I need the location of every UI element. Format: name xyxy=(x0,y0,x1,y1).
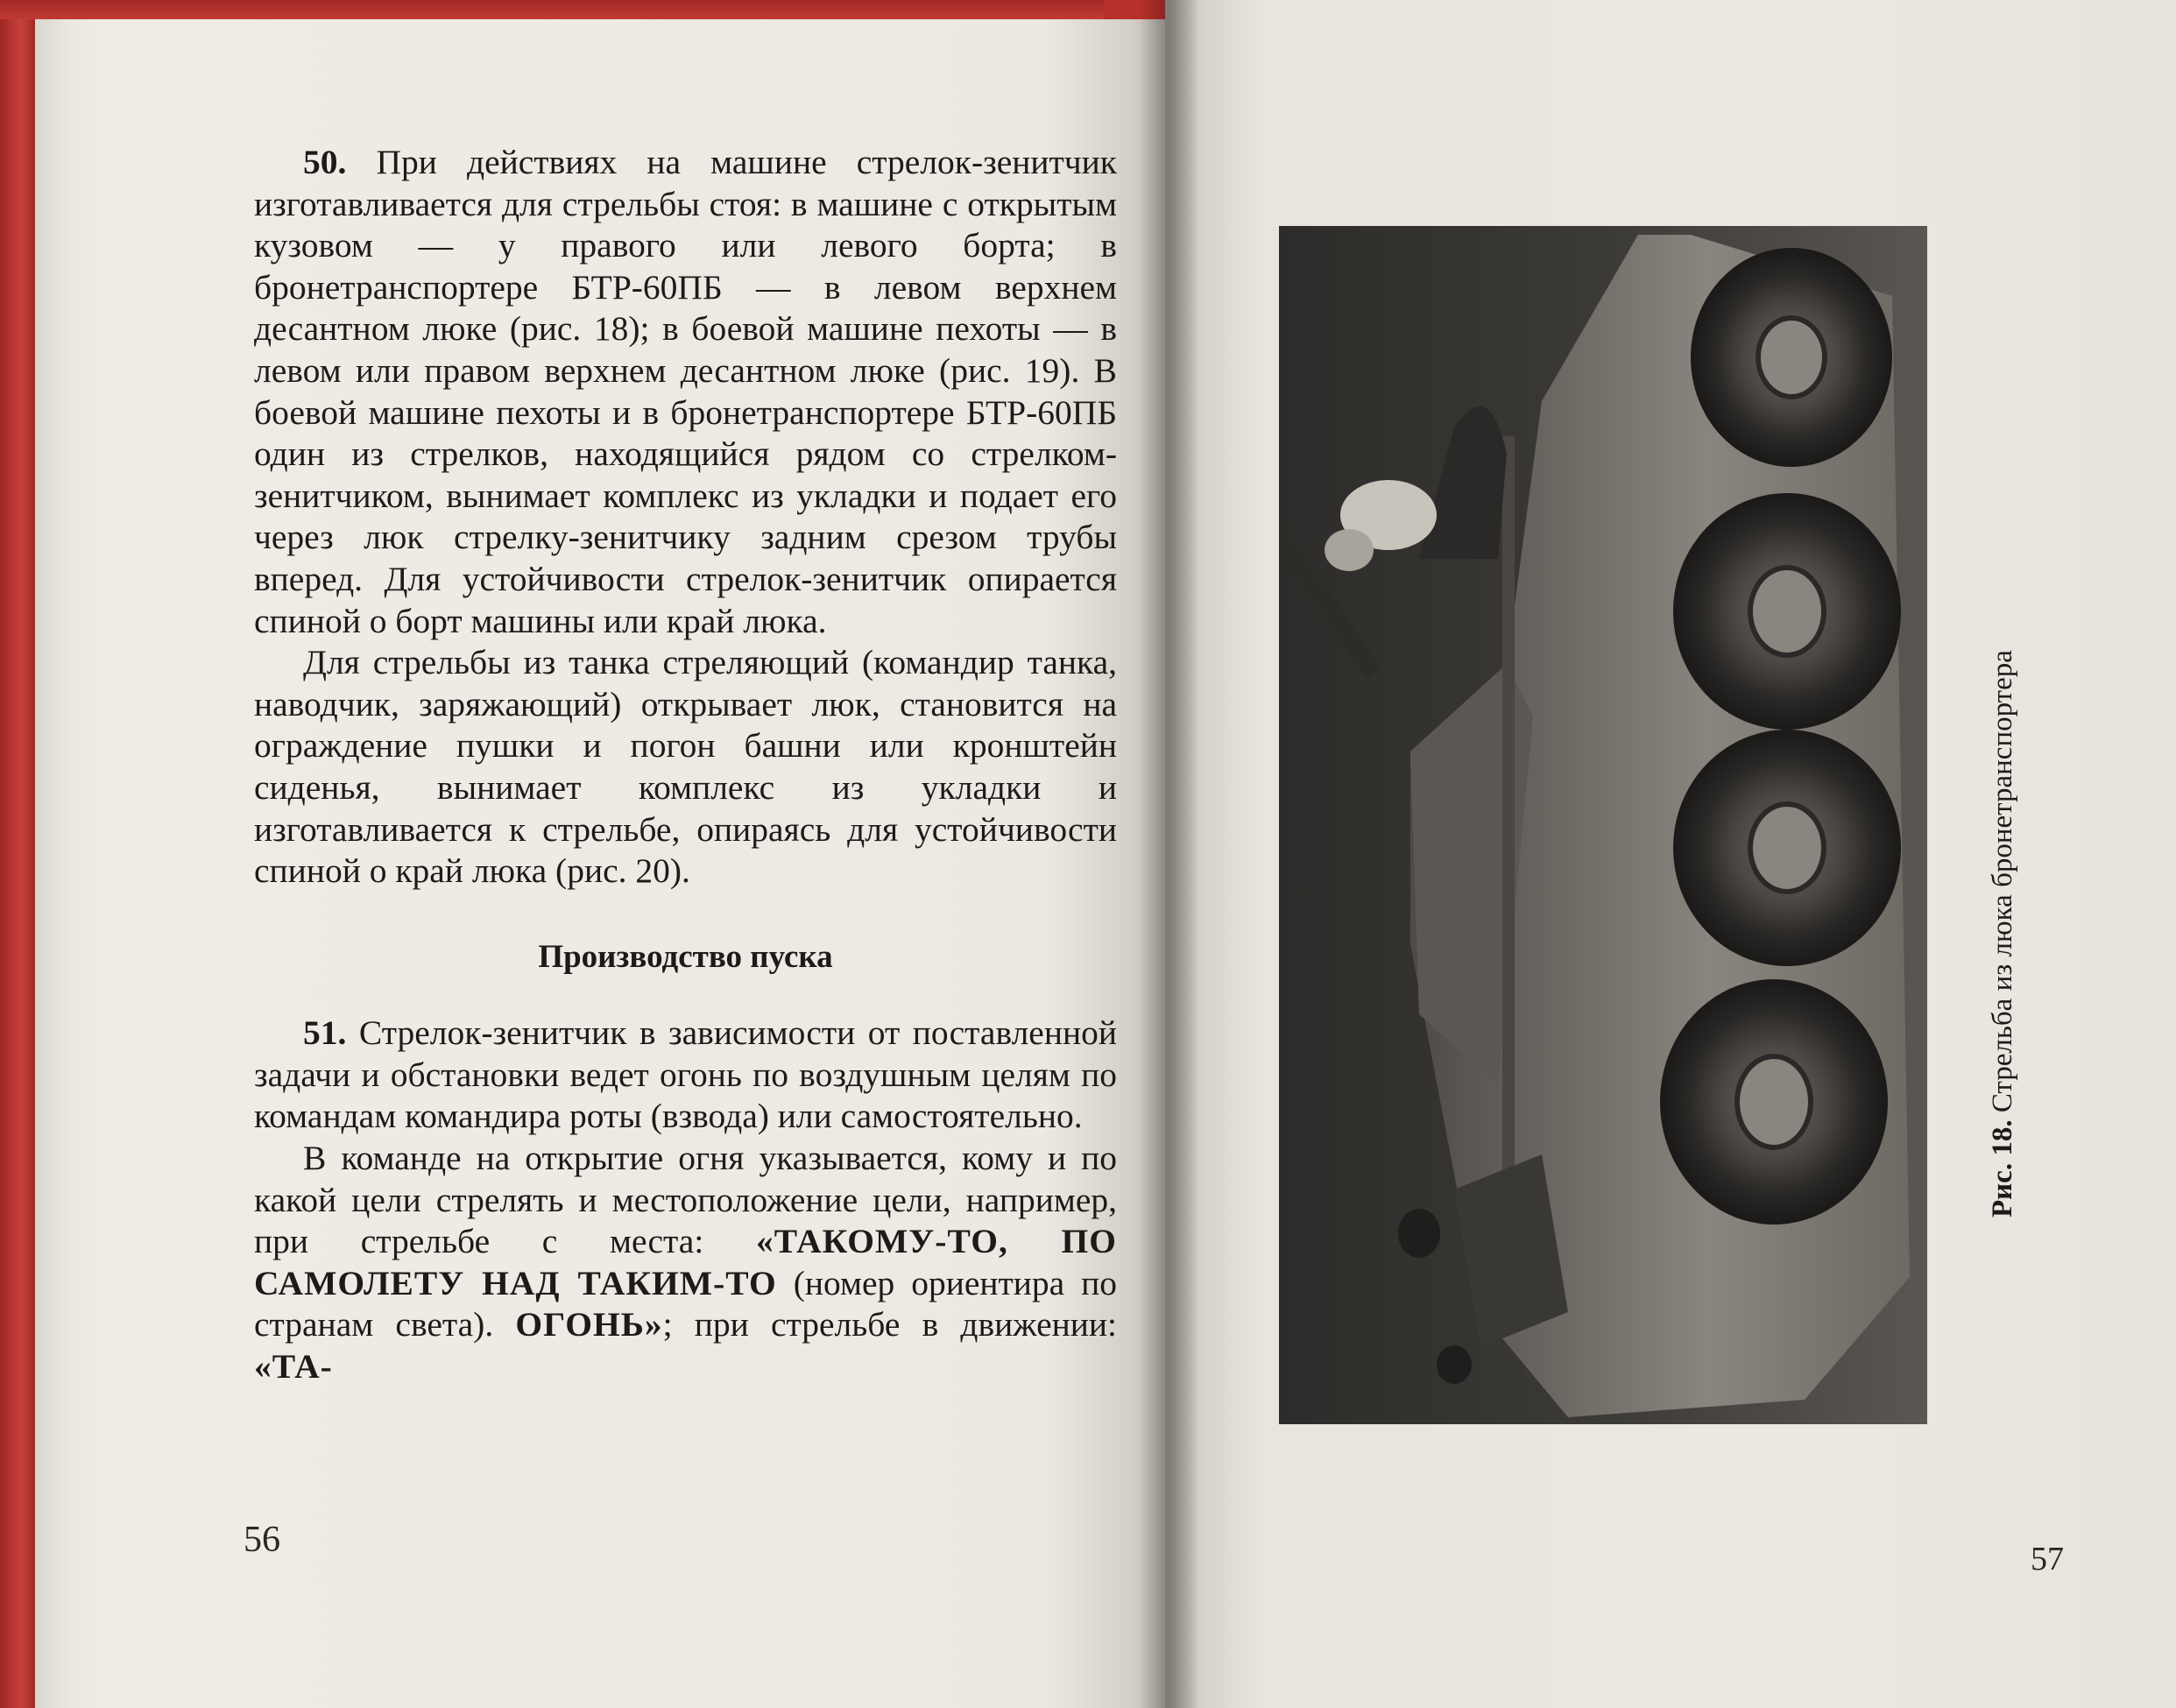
paragraph-number: 51. xyxy=(303,1013,347,1053)
paragraph-text: (номер ориентира по странам света). xyxy=(254,1263,1118,1345)
paragraph-command xyxy=(254,1138,1117,1388)
paragraph-text: Для стрельбы из танка стреляющий (командир танка, наводчик, заряжающий) открывает люк, становится на ограждение пушки и погон башни или кронштейн сиденья, вынимает комплекс из укладки и изготавливается к стрельбе, опираясь для устойчивости спиной о край люка (рис. 20). xyxy=(254,643,1117,891)
paragraph-text: При действиях на машине стрелок-зенитчик изготавливается для стрельбы стоя: в машине с открытым кузовом — у правого или левого борта; в бронетранспортере БТР-60ПБ — в левом верхнем десантном люке (рис. 18); в боевой машине пехоты — в левом или правом верхнем десантном люке (рис. 19). В боевой машине пехоты и в бронетранспортере БТР-60ПБ один из стрелков, находящийся рядом со стрелком-зенитчиком, вынимает комплекс из укладки и подает его через люк стрелку-зенитчику задним срезом трубы вперед. Для устойчивости стрелок-зенитчик опирается спиной о борт машины или край люка. xyxy=(254,143,1117,640)
paragraph-text: Стрелок-зенитчик в зависимости от поставленной задачи и обстановки ведет огонь по воздушным целям по командам командира роты (взвода) или самостоятельно. xyxy=(254,1013,1117,1136)
paragraph-tank xyxy=(254,642,1117,893)
page-number-left: 56 xyxy=(244,1520,280,1560)
paragraph-50 xyxy=(254,142,1117,642)
command-text: «ТАКОМУ-ТО, ПО САМОЛЕТУ НАД ТАКИМ-ТО xyxy=(254,1222,1118,1302)
command-text: ОГОНЬ» xyxy=(515,1305,663,1345)
figure-caption-text xyxy=(1987,650,2019,1217)
book-cover-edge xyxy=(0,0,35,1708)
book-cover-top xyxy=(0,0,1104,19)
left-page-text xyxy=(254,142,1117,1388)
paragraph-text: В команде на открытие огня указывается, кому и по какой цели стрелять и местоположение цели, например, при стрельбе с места: xyxy=(254,1139,1117,1261)
page-number-right: 57 xyxy=(2031,1541,2064,1577)
command-text: «ТА- xyxy=(254,1347,333,1387)
paragraph-text: ; при стрельбе в движении: xyxy=(662,1305,1117,1345)
section-heading: Производство пуска xyxy=(538,938,833,975)
figure-caption-label: Рис. 18. xyxy=(1987,1119,2018,1217)
figure-caption-description: Стрельба из люка бронетранспортера xyxy=(1987,650,2018,1113)
paragraph-51 xyxy=(254,1013,1117,1138)
armored-vehicle-illustration xyxy=(1279,226,1927,1424)
left-page xyxy=(35,19,1165,1708)
paragraph-number: 50. xyxy=(303,143,347,181)
book-gutter-shadow xyxy=(1139,0,1200,1708)
figure-photo-apc xyxy=(1279,226,1927,1424)
